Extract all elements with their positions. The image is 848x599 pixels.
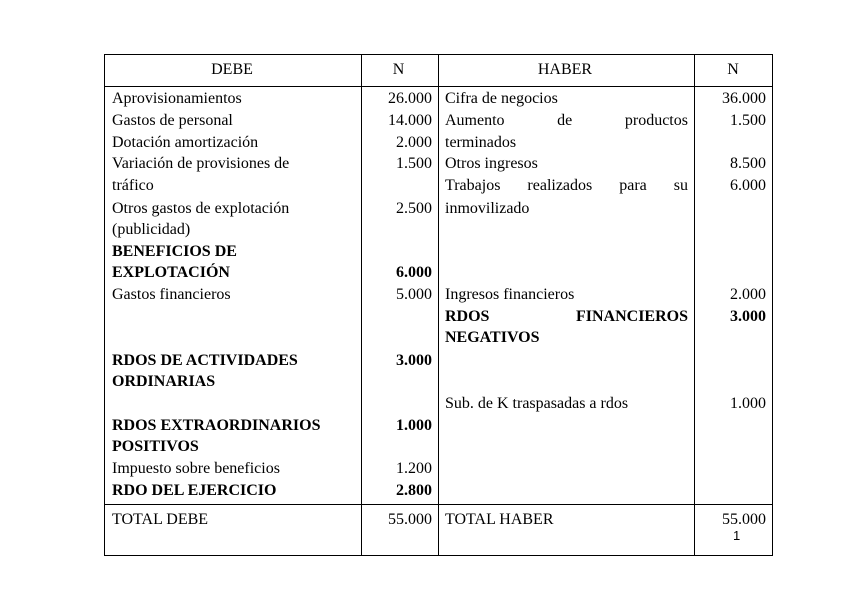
debe-dotacion-amortizacion: Dotación amortización — [112, 134, 259, 151]
haber-financieros-word: FINANCIEROS — [575, 308, 688, 325]
debe-rdos-extraordinarios-cont: POSITIVOS — [112, 438, 199, 455]
debe-gastos-personal-value: 14.000 — [388, 112, 432, 129]
debe-rdos-actividades: RDOS DE ACTIVIDADES — [112, 352, 298, 369]
debe-aprovisionamientos-value: 26.000 — [388, 90, 432, 107]
debe-aprovisionamientos: Aprovisionamientos — [112, 90, 242, 107]
header-haber: HABER — [537, 61, 593, 78]
debe-variacion-provisiones-cont: tráfico — [112, 177, 154, 194]
haber-otros-ingresos: Otros ingresos — [445, 155, 538, 172]
debe-beneficios-explotacion: BENEFICIOS DE — [112, 243, 237, 260]
haber-trabajos-word: su — [673, 177, 688, 194]
haber-aumento-word: de — [557, 112, 573, 129]
totals-divider — [105, 504, 772, 505]
debe-rdo-ejercicio: RDO DEL EJERCICIO — [112, 482, 277, 499]
debe-rdos-extraordinarios: RDOS EXTRAORDINARIOS — [112, 417, 321, 434]
debe-rdos-actividades-value: 3.000 — [396, 352, 432, 369]
total-debe-label: TOTAL DEBE — [112, 511, 209, 528]
haber-aumento-productos — [445, 110, 688, 132]
haber-cifra-negocios-value: 36.000 — [722, 90, 766, 107]
haber-trabajos-realizados-value: 6.000 — [730, 177, 766, 194]
debe-beneficios-explotacion-value: 6.000 — [396, 264, 432, 281]
debe-rdos-extraordinarios-value: 1.000 — [396, 417, 432, 434]
haber-subvenciones: Sub. de K traspasadas a rdos — [445, 395, 629, 412]
haber-rdos-financieros-value: 3.000 — [730, 308, 766, 325]
debe-gastos-financieros-value: 5.000 — [396, 286, 432, 303]
haber-otros-ingresos-value: 8.500 — [730, 155, 766, 172]
debe-impuesto-beneficios-value: 1.200 — [396, 460, 432, 477]
debe-gastos-financieros: Gastos financieros — [112, 286, 231, 303]
haber-aumento-productos-value: 1.500 — [730, 112, 766, 129]
haber-subvenciones-value: 1.000 — [730, 395, 766, 412]
debe-gastos-personal: Gastos de personal — [112, 112, 233, 129]
haber-trabajos-realizados — [445, 175, 688, 197]
haber-trabajos-word: para — [619, 177, 647, 194]
header-debe: DEBE — [211, 61, 253, 78]
haber-trabajos-realizados-cont: inmovilizado — [445, 200, 530, 217]
column-divider — [438, 55, 439, 555]
total-haber-value: 55.000 — [722, 511, 766, 528]
haber-cifra-negocios: Cifra de negocios — [445, 90, 558, 107]
debe-otros-gastos-cont: (publicidad) — [112, 221, 191, 238]
haber-ingresos-financieros-value: 2.000 — [730, 286, 766, 303]
haber-ingresos-financieros: Ingresos financieros — [445, 286, 575, 303]
haber-rdos-financieros-cont: NEGATIVOS — [445, 329, 540, 346]
debe-beneficios-explotacion-cont: EXPLOTACIÓN — [112, 264, 230, 281]
total-haber-label: TOTAL HABER — [445, 511, 554, 528]
debe-rdos-actividades-cont: ORDINARIAS — [112, 373, 216, 390]
haber-rdos-financieros — [445, 306, 688, 328]
header-n-haber: N — [727, 61, 739, 78]
total-debe-value: 55.000 — [388, 511, 432, 528]
header-n-debe: N — [392, 61, 405, 78]
haber-trabajos-word: realizados — [527, 177, 593, 194]
debe-impuesto-beneficios: Impuesto sobre beneficios — [112, 460, 280, 477]
haber-aumento-word: productos — [624, 112, 688, 129]
haber-trabajos-word: Trabajos — [445, 177, 501, 194]
haber-rdos-word: RDOS — [445, 308, 490, 325]
haber-aumento-word: Aumento — [445, 112, 505, 129]
debe-otros-gastos-value: 2.500 — [396, 200, 432, 217]
debe-rdo-ejercicio-value: 2.800 — [396, 482, 432, 499]
page-number: 1 — [733, 528, 741, 543]
header-divider — [105, 86, 772, 87]
debe-variacion-provisiones: Variación de provisiones de — [112, 155, 290, 172]
haber-aumento-productos-cont: terminados — [445, 134, 517, 151]
debe-dotacion-amortizacion-value: 2.000 — [396, 134, 432, 151]
debe-otros-gastos: Otros gastos de explotación — [112, 200, 290, 217]
debe-variacion-provisiones-value: 1.500 — [396, 155, 432, 172]
